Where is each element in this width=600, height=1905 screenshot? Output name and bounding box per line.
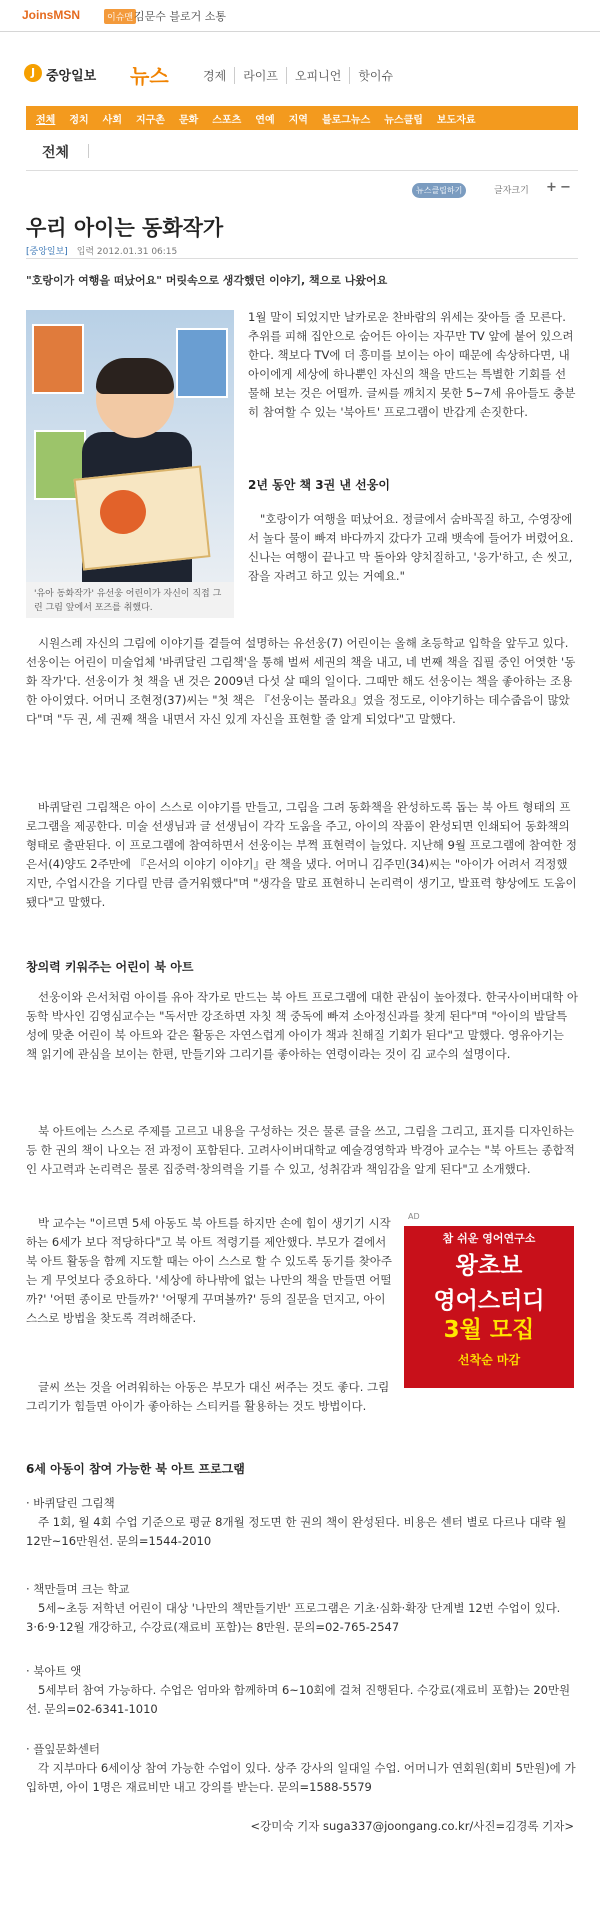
program-item	[26, 1662, 578, 1719]
ad-brand: 참 쉬운 영어연구소	[442, 1232, 536, 1245]
top-nav	[195, 67, 401, 84]
brand-name: 중앙일보	[46, 69, 97, 84]
article-paragraph: 선웅이와 은서처럼 아이를 유아 작가로 만드는 북 아트 프로그램에 대한 관심이 높아졌다. 한국사이버대학 아동학 박사인 김영심교수는 "독서만 강조하면 자칫 책 중독에 빠져 소아정신과를 찾게 된다"며 "아이의 발달특성에 맞춘 어린이 북 아트와 같은 활동은 자연스럽게 아이가 책과 친해질 기회가 된다"고 말했다. 영유아기는 책 읽기에 관심을 보이는 한편, 만들기와 그리기를 좋아하는 연령이라는 것이 김 교수의 설명이다.	[26, 990, 578, 1061]
menu-item[interactable]: 문화	[178, 114, 199, 126]
program-desc: 각 지부마다 6세이상 참여 가능한 수업이 있다. 상주 강사의 일대일 수업. 어머니가 연회원(회비 5만원)에 가입하면, 아이 1명은 재료비만 내고 강의를 받는다. 문의=1588-5579	[26, 1761, 576, 1794]
menu-item[interactable]: 스포츠	[212, 114, 242, 126]
program-title: · 북아트 앳	[26, 1664, 82, 1678]
lead-text: "호랑이가 여행을 떠났어요" 머릿속으로 생각했던 이야기, 책으로 나왔어요	[26, 274, 388, 287]
drawing-decoration	[176, 328, 228, 398]
program-desc: 5세부터 참여 가능하다. 수업은 엄마와 함께하며 6~10회에 걸쳐 진행된다. 수강료(재료비 포함)는 20만원선. 문의=02-6341-1010	[26, 1683, 571, 1716]
menu-item[interactable]: 보도자료	[436, 114, 476, 126]
boy-hair	[96, 358, 174, 394]
ad-headline: 왕초보	[455, 1253, 523, 1279]
drawing-decoration	[32, 324, 84, 394]
menu-item[interactable]: 정치	[69, 114, 89, 126]
menu-item[interactable]: 전체	[36, 114, 56, 126]
menu-item[interactable]: 블로그뉴스	[321, 114, 371, 126]
article-photo	[26, 310, 234, 582]
menu-item[interactable]: 지역	[288, 114, 308, 126]
divider	[88, 144, 89, 158]
program-title: · 책만들며 크는 학교	[26, 1582, 130, 1596]
subheading: 6세 아동이 참여 가능한 북 아트 프로그램	[26, 1462, 245, 1476]
article-quote: "호랑이가 여행을 떠났어요. 정글에서 숨바꼭질 하고, 수영장에서 놀다 물이 빠져 바다까지 갔다가 고래 뱃속에 들어가 버렸어요. 신나는 여행이 끝나고 막 돌아와 양치질하고, '응가'하고, 손 씻고, 잠을 자려고 하고 있는 거예요."	[248, 512, 574, 583]
issue-badge: 이슈맨	[104, 9, 136, 24]
topnav-item[interactable]: 핫이슈	[349, 67, 401, 84]
ad-headline: 영어스터디	[433, 1288, 545, 1314]
byline	[26, 244, 177, 257]
ad-headline: 3월 모집	[443, 1317, 535, 1343]
program-title: · 플잎문화센터	[26, 1742, 100, 1756]
divider	[26, 170, 578, 171]
ad-label: AD	[404, 1212, 574, 1226]
ad-footer: 선착순 마감	[457, 1353, 521, 1367]
article-paragraph: 시원스레 자신의 그림에 이야기를 곁들여 설명하는 유선웅(7) 어린이는 올해 초등학교 입학을 앞두고 있다. 선웅이는 어린이 미술업체 '바퀴달린 그림책'을 통해 벌써 세권의 책을 내고, 네 번째 책을 집필 중인 어엿한 '동화 작가'다. 선웅이가 첫 책을 낸 것은 2009년 다섯 살 때의 일이다. 그때만 해도 선웅이는 책을 좋아하는 조용한 아이였다. 어머니 조현정(37)씨는 "첫 책은 『선웅이는 몰라요』였을 정도로, 이야기하는 데수줍음이 많았다"며 "두 권, 세 권째 책을 내면서 자신 있게 자신을 표현할 줄 알게 되었다"고 말했다.	[26, 636, 576, 726]
subheading: 창의력 키워주는 어린이 북 아트	[26, 960, 194, 974]
topnav-item[interactable]: 라이프	[234, 67, 286, 84]
article-paragraph: 북 아트에는 스스로 주제를 고르고 내용을 구성하는 것은 물론 글을 쓰고, 그림을 그리고, 표지를 디자인하는 등 한 권의 책이 나오는 전 과정이 포함된다. 고려사이버대학교 예술경영학과 박경아 교수는 "북 아트는 종합적인 사고력과 논리력은 물론 집중력·창의력을 기를 수 있고, 성취감과 책임감을 알게 된다"고 소개했다.	[26, 1124, 575, 1176]
program-desc: 주 1회, 월 4회 수업 기준으로 평균 8개월 정도면 한 권의 책이 완성된다. 비용은 센터 별로 다르나 대략 월 12만~16만원선. 문의=1544-2010	[26, 1515, 567, 1548]
ad-banner[interactable]	[404, 1212, 574, 1388]
font-increase-button[interactable]: +	[546, 180, 557, 195]
publish-date: 입력 2012.01.31 06:15	[76, 247, 178, 257]
program-item	[26, 1740, 578, 1797]
article-paragraph: 바퀴달린 그림책은 아이 스스로 이야기를 만들고, 그림을 그려 동화책을 완성하도록 돕는 북 아트 형태의 프로그램을 제공한다. 미술 선생님과 글 선생님이 각각 도움을 주고, 아이의 작품이 완성되면 인쇄되어 동화책의 형태로 출판된다. 이 프로그램에 참여하면서 선웅이는 부쩍 표현력이 늘었다. 지난해 9월 프로그램에 참여한 정은서(4)양도 2주만에 『은서의 이야기 이야기』란 책을 냈다. 어머니 김주민(34)씨는 "아이가 어려서 걱정했지만, 수업시간을 기다릴 만큼 즐거워했다"며 "생각을 말로 표현하니 논리력이 생기고, 발표력 향상에도 도움이 됐다"고 말했다.	[26, 800, 577, 909]
reporter-credit: <강미숙 기자 suga337@joongang.co.kr/사진=김경록 기자>	[250, 1819, 574, 1833]
program-title: · 바퀴달린 그림책	[26, 1496, 115, 1510]
menu-item[interactable]: 뉴스클립	[384, 114, 423, 126]
topnav-item[interactable]: 경제	[203, 69, 227, 83]
article-paragraph: 1월 말이 되었지만 날카로운 찬바람의 위세는 잦아들 줄 모른다. 추위를 피해 집안으로 숨어든 아이는 자꾸만 TV 앞에 붙어 있으려한다. 책보다 TV에 더 흥미를 보이는 아이 때문에 속상하다면, 내 아이에게 세상에 하나뿐인 자신의 책을 만드는 특별한 기회를 선물해 보는 것은 어떨까. 글씨를 깨치지 못한 5~7세 유아들도 충분히 참여할 수 있는 '북아트' 프로그램이 반갑게 손짓한다.	[248, 310, 576, 419]
subheading: 2년 동안 책 3권 낸 선웅이	[248, 478, 390, 492]
program-item	[26, 1494, 578, 1551]
joongang-logo-icon: J	[24, 64, 42, 82]
article-paragraph: 글씨 쓰는 것을 어려워하는 아동은 부모가 대신 써주는 것도 좋다. 그림 그리기가 힘들면 아이가 좋아하는 스티커를 활용하는 것도 방법이다.	[26, 1380, 390, 1413]
newsclip-button[interactable]: 뉴스클립하기	[412, 183, 466, 198]
topnav-item[interactable]: 오피니언	[286, 67, 349, 84]
top-bar	[0, 0, 600, 32]
font-decrease-button[interactable]: −	[560, 180, 571, 195]
sub-section-title: 전체	[42, 145, 70, 161]
menu-item[interactable]: 지구촌	[135, 114, 165, 126]
source-link[interactable]: [중앙일보]	[26, 247, 68, 257]
joinsmsn-logo[interactable]: JoinsMSN	[22, 8, 81, 22]
menu-item[interactable]: 연예	[255, 114, 275, 126]
program-item	[26, 1580, 578, 1637]
section-title[interactable]: 뉴스	[130, 64, 169, 88]
category-menu	[26, 106, 578, 130]
article-paragraph: 박 교수는 "이르면 5세 아동도 북 아트를 하지만 손에 힘이 생기기 시작하는 6세가 보다 적당하다"고 북 아트 적령기를 제안했다. 부모가 곁에서 북 아트 활동을 함께 지도할 때는 아이 스스로 할 수 있도록 동기를 찾아주는 게 무엇보다 중요하다. '세상에 하나밖에 없는 나만의 책을 만들면 어떨까?' '어떤 종이로 만들까?' '어떻게 꾸며볼까?' 등의 질문을 던지고, 아이 스스로 방법을 찾도록 격려해준다.	[26, 1216, 393, 1325]
font-size-label: 글자크기	[494, 186, 529, 196]
program-desc: 5세~초등 저학년 어린이 대상 '나만의 책만들기반' 프로그램은 기초·심화·확장 단계별 12번 수업이 있다. 3·6·9·12월 개강하고, 수강료(재료비 포함)는 8만원. 문의=02-765-2547	[26, 1601, 561, 1634]
divider	[26, 258, 578, 259]
photo-caption: '유아 동화작가' 유선웅 어린이가 자신이 직접 그린 그림 앞에서 포즈를 취했다.	[26, 582, 234, 618]
article-headline: 우리 아이는 동화작가	[26, 215, 224, 240]
menu-item[interactable]: 사회	[102, 114, 122, 126]
issue-link[interactable]: 김문수 블로거 소통	[134, 10, 227, 23]
